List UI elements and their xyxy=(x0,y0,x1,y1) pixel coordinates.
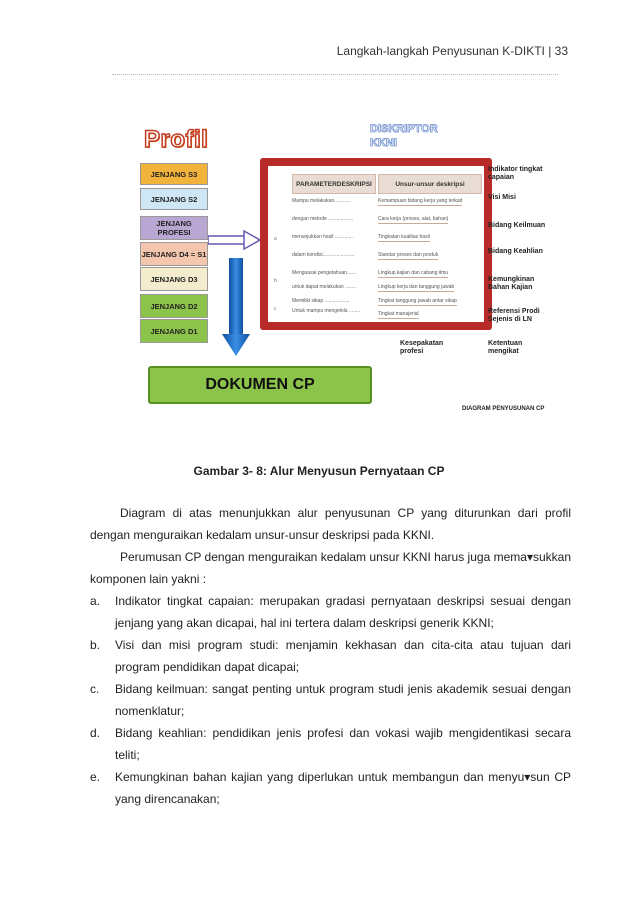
level-d3: JENJANG D3 xyxy=(140,267,208,291)
list-label: c. xyxy=(90,682,100,696)
param-cell: Menguasai pengetahuan....... xyxy=(292,270,357,276)
kesepakatan-label: Kesepakatan profesi xyxy=(400,340,444,355)
kkni-table-body xyxy=(268,166,484,322)
param-cell: menunjukkan hasil ............. xyxy=(292,234,353,240)
level-d1: JENJANG D1 xyxy=(140,319,208,343)
list-text: Visi dan misi program studi: menjamin kekhasan dan cita-cita atau tujuan dari program pendidikan dapat dicapai; xyxy=(115,638,571,674)
kkni-table xyxy=(260,158,492,330)
level-profesi: JENJANG PROFESI xyxy=(140,216,208,240)
kkni-title xyxy=(370,122,438,150)
list-item xyxy=(90,766,571,810)
row-letter-b: b xyxy=(274,278,277,284)
list-text: Kemungkinan bahan kajian yang diperlukan untuk membangun dan menyu▾sun CP yang direncanakan; xyxy=(115,770,571,806)
unsur-cell: Lingkup kajian dan cabang ilmu xyxy=(378,270,449,276)
list-text: Bidang keilmuan: sangat penting untuk program studi jenis akademik sesuai dengan nomenklatur; xyxy=(115,682,571,718)
list-label: a. xyxy=(90,594,101,608)
header-unsur: Unsur-unsur deskripsi xyxy=(378,174,482,194)
list-label: d. xyxy=(90,726,101,740)
list-item xyxy=(90,634,571,678)
unsur-cell: Kemampuan bidang kerja yang terkait xyxy=(378,198,463,204)
header-rule xyxy=(112,74,558,75)
param-cell: dengan metode .................. xyxy=(292,216,354,222)
right-label-ketentuan: Ketentuan mengikat xyxy=(488,340,523,355)
kkni-title-line1: DISKRIPTOR xyxy=(370,123,438,135)
right-label-referensi: Referensi Prodi Sejenis di LN xyxy=(488,308,540,323)
right-label-keilmuan: Bidang Keilmuan xyxy=(488,222,546,229)
list-item xyxy=(90,678,571,722)
param-cell: untuk dapat melakukan ........ xyxy=(292,284,357,290)
right-label-visi-misi: Visi Misi xyxy=(488,194,516,201)
component-list xyxy=(90,590,571,810)
param-cell: Mampu melakukan............ xyxy=(292,198,351,204)
unsur-cell: Tingkat manajerial xyxy=(378,311,419,317)
unsur-cell: Lingkup kerja dan tanggung jawab xyxy=(378,284,455,290)
level-s2: JENJANG S2 xyxy=(140,188,208,210)
list-item xyxy=(90,722,571,766)
row-letter-a: a xyxy=(274,236,277,242)
param-cell: dalam kondisi....................... xyxy=(292,252,355,258)
kkni-title-line2: KKNI xyxy=(370,137,397,149)
level-d4: JENJANG D4 = S1 xyxy=(140,242,208,266)
list-text: Bidang keahlian: pendidikan jenis profesi dan vokasi wajib mengidentikasi secara teliti; xyxy=(115,726,571,762)
diagram-caption: DIAGRAM PENYUSUNAN CP xyxy=(462,406,545,412)
paragraph-2: Perumusan CP dengan menguraikan kedalam unsur KKNI harus juga mema▾sukkan komponen lain yakni : xyxy=(90,550,571,586)
right-arrow-icon xyxy=(208,230,262,250)
level-s3: JENJANG S3 xyxy=(140,163,208,185)
unsur-cell: Cara kerja (proses, alat, bahan) xyxy=(378,216,449,222)
list-text: Indikator tingkat capaian: merupakan gradasi pernyataan deskripsi sesuai dengan jenjang yang akan dicapai, hal ini tertera dalam deskripsi generik KKNI; xyxy=(115,594,571,630)
profil-title: Profil xyxy=(144,126,209,153)
right-label-indikator: Indikator tingkat capaian xyxy=(488,166,543,181)
running-head: Langkah-langkah Penyusunan K-DIKTI | 33 xyxy=(336,44,568,58)
header-param: PARAMETERDESKRIPSI xyxy=(292,174,376,194)
list-label: e. xyxy=(90,770,101,784)
cp-diagram xyxy=(120,118,570,418)
paragraph-1: Diagram di atas menunjukkan alur penyusunan CP yang diturunkan dari profil dengan menguraikan kedalam unsur-unsur deskripsi pada KKNI. xyxy=(90,506,571,542)
unsur-cell: Standar proses dan produk xyxy=(378,252,439,258)
figure-caption: Gambar 3- 8: Alur Menyusun Pernyataan CP xyxy=(193,464,445,478)
unsur-cell: Tingkatan kualitas hasil xyxy=(378,234,430,240)
param-cell: Memiliki sikap .................. xyxy=(292,298,350,304)
list-label: b. xyxy=(90,638,101,652)
row-letter-c: c xyxy=(274,306,277,312)
down-arrow-icon xyxy=(220,258,252,358)
level-d2: JENJANG D2 xyxy=(140,294,208,318)
list-item xyxy=(90,590,571,634)
dokumen-cp-box: DOKUMEN CP xyxy=(148,366,372,404)
right-label-bahan-kajian: Kemungkinan Bahan Kajian xyxy=(488,276,535,291)
param-cell: Untuk mampu mengelola ........ xyxy=(292,308,361,314)
right-label-keahlian: Bidang Keahlian xyxy=(488,248,543,255)
unsur-cell: Tingkat tanggung jawab antar sikap xyxy=(378,298,457,304)
